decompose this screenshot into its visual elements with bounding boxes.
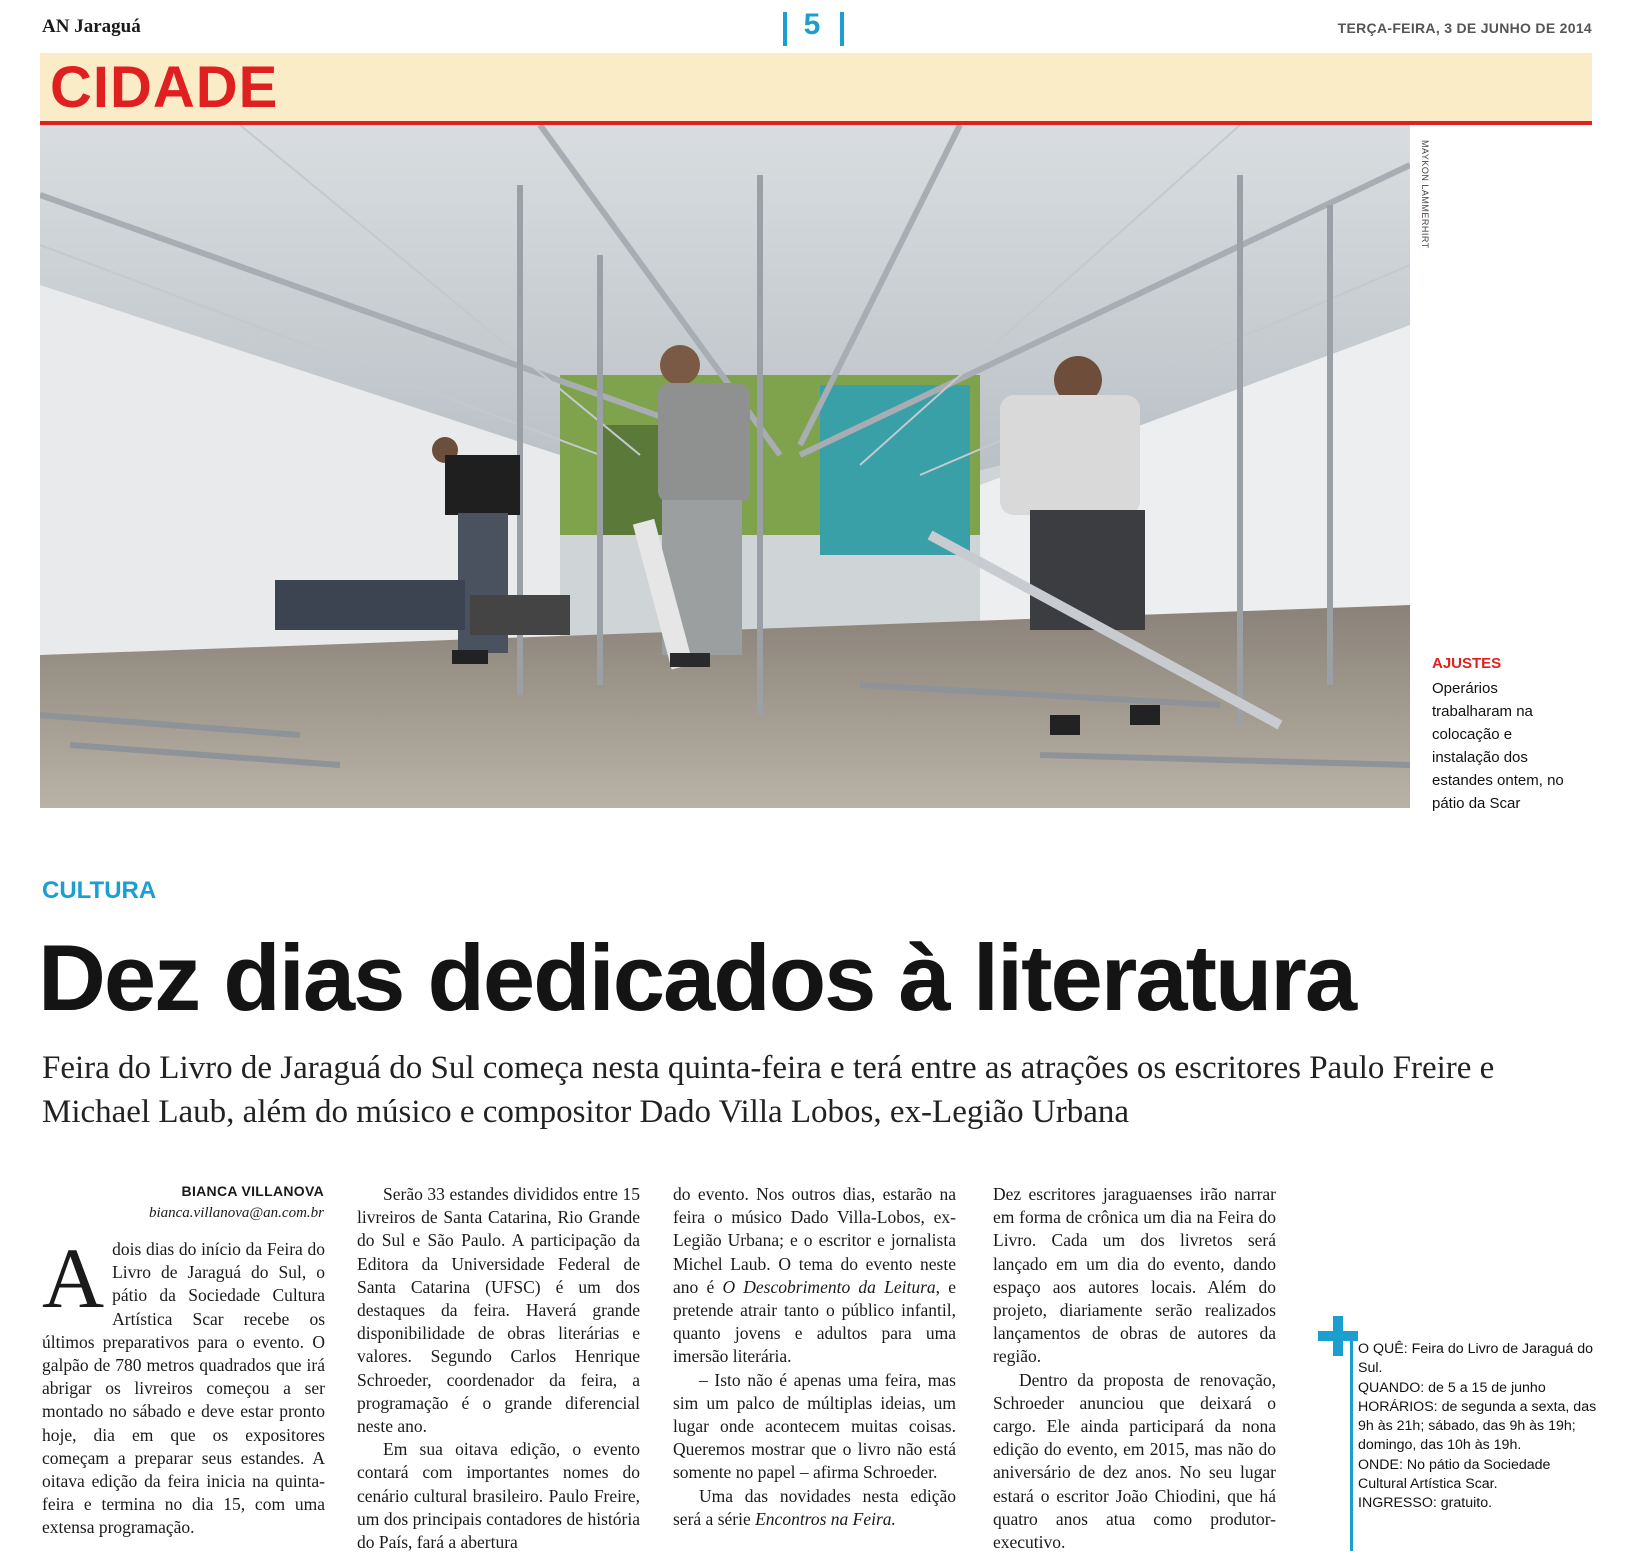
- article-column-4: [993, 1183, 1276, 1554]
- infobox-what-label: O QUÊ:: [1358, 1341, 1408, 1357]
- column-3-paragraph-1: [673, 1183, 956, 1369]
- article-column-3: [673, 1183, 956, 1531]
- column-1-paragraph: [42, 1230, 325, 1540]
- infobox-when-value: de 5 a 15 de junho: [1428, 1379, 1546, 1396]
- article-column-1: [42, 1230, 325, 1540]
- column-3-theme: O Descobrimento da Leitura: [722, 1276, 936, 1297]
- infobox-when-label: QUANDO:: [1358, 1379, 1425, 1396]
- infobox-rule: [1350, 1338, 1353, 1551]
- infobox-where-value: No pátio da Sociedade Cultural Artística Scar.: [1358, 1456, 1551, 1493]
- column-3-text-b: , e pretende atrair tanto o público infantil, quanto jovens e adultos para uma imersão literária.: [673, 1276, 956, 1367]
- masthead: AN Jaraguá: [42, 16, 141, 37]
- article-column-2: [357, 1183, 640, 1554]
- dateline: TERÇA-FEIRA, 3 DE JUNHO DE 2014: [1337, 20, 1592, 36]
- page-number: 5: [803, 8, 821, 41]
- article-kicker: CULTURA: [42, 877, 157, 904]
- infobox-ticket-label: INGRESSO:: [1358, 1495, 1437, 1512]
- column-3-paragraph-2: – Isto não é apenas uma feira, mas sim um palco de múltiplas ideias, um lugar onde acontecem muitas coisas. Queremos mostrar que o livro não está somente no papel – afirma Schroeder.: [673, 1369, 956, 1483]
- page-number-bar-right: [840, 12, 844, 46]
- infobox-where-label: ONDE:: [1358, 1456, 1403, 1473]
- column-4-paragraph-1: Dez escritores jaraguaenses irão narrar em forma de crônica um dia na Feira do Livro. Cada um dos livretos será lançado em um dia do evento, dando espaço aos autores locais. Além do projeto, diariamente serão realizados lançamentos de obras de autores da região.: [993, 1184, 1276, 1367]
- news-photo: [40, 125, 1410, 808]
- infobox-where: [1358, 1456, 1598, 1495]
- column-2-paragraph-2: Em sua oitava edição, o evento contará com importantes nomes do cenário cultural brasileiro. Paulo Freire, um dos principais contadores de história do País, fará a abertura: [357, 1439, 640, 1553]
- infobox-what-value: Feira do Livro de Jaraguá do Sul.: [1358, 1341, 1594, 1377]
- infobox-ticket-value: gratuito.: [1440, 1495, 1493, 1512]
- photo-caption-title: AJUSTES: [1432, 655, 1502, 672]
- infobox-hours-label: HORÁRIOS:: [1358, 1398, 1438, 1415]
- drop-cap: A: [42, 1230, 105, 1326]
- photo-caption-text: Operários trabalharam na colocação e instalação dos estandes ontem, no pátio da Scar: [1432, 680, 1564, 812]
- section-title: CIDADE: [50, 55, 279, 120]
- event-infobox: [1358, 1340, 1598, 1514]
- column-3-text-a: do evento. Nos outros dias, estarão na feira o músico Dado Villa-Lobos, ex-Legião Urbana; e o escritor e jornalista Michel Laub. O tema do evento neste ano é: [673, 1184, 956, 1297]
- author-byline: BIANCA VILLANOVA: [181, 1183, 324, 1199]
- infobox-what: [1358, 1340, 1598, 1379]
- column-4-paragraph-2: Dentro da proposta de renovação, Schroeder anunciou que deixará o cargo. Ele ainda participará da nona edição do evento, em 2015, mas não do aniversário de dez anos. No seu lugar estará o escritor João Chiodini, que há quatro anos atua como produtor-executivo.: [993, 1369, 1276, 1553]
- infobox-ticket: [1358, 1494, 1598, 1513]
- column-3-series: Encontros na Feira.: [755, 1508, 896, 1529]
- article-deck: Feira do Livro de Jaraguá do Sul começa nesta quinta-feira e terá entre as atrações os escritores Paulo Freire e Michael Laub, além do músico e compositor Dado Villa Lobos, ex-Legião Urbana: [42, 1050, 1495, 1130]
- author-email: bianca.villanova@an.com.br: [148, 1205, 324, 1221]
- column-3-text-c: Uma das novidades nesta edição será a série: [673, 1485, 956, 1529]
- column-3-paragraph-3: [673, 1485, 956, 1531]
- article-headline: Dez dias dedicados à literatura: [38, 925, 1356, 1030]
- infobox-when: [1358, 1379, 1598, 1398]
- infobox-hours-value: de segunda a sexta, das 9h às 21h; sábado, das 9h às 19h; domingo, das 10h às 19h.: [1358, 1398, 1597, 1454]
- photo-illustration: [40, 125, 1410, 808]
- column-1-text: dois dias do início da Feira do Livro de Jaraguá do Sul, o pátio da Sociedade Cultura Artística Scar recebe os últimos preparativos para o evento. O galpão de 780 metros quadrados que irá abrigar os livreiros começou a ser montado no sábado e deve estar pronto hoje, dia em que os expositores começam a preparar seus estandes. A oitava edição da feira inicia na quinta-feira e termina no dia 15, com uma extensa programação.: [42, 1239, 325, 1538]
- photo-credit: [1416, 140, 1432, 260]
- photo-credit-text: MAYKON LAMMERHIRT: [1420, 140, 1430, 249]
- column-2-paragraph-1: Serão 33 estandes divididos entre 15 livreiros de Santa Catarina, Rio Grande do Sul e São Paulo. A participação da Editora da Universidade Federal de Santa Catarina (UFSC) é um dos destaques da feira. Haverá grande disponibilidade de obras literárias e valores. Segundo Carlos Henrique Schroeder, coordenador da feira, a programação é o grande diferencial neste ano.: [357, 1184, 640, 1437]
- infobox-hours: [1358, 1398, 1598, 1456]
